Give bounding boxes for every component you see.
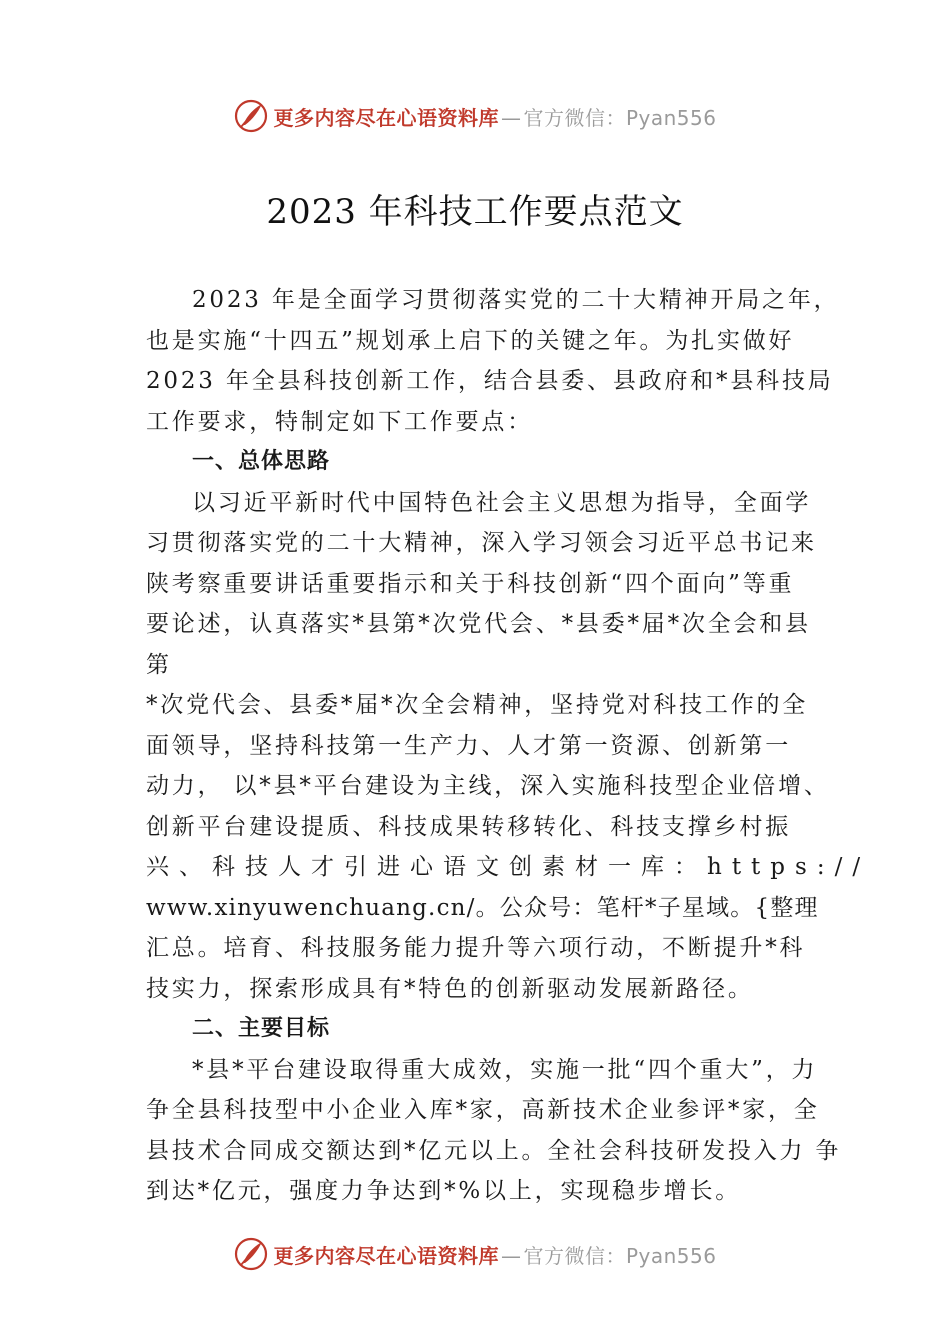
body-line: 汇总。培育、科技服务能力提升等六项行动，不断提升*科 — [146, 935, 806, 961]
body-line: 2023 年全县科技创新工作，结合县委、县政府和*县科技局 — [146, 368, 834, 394]
body-line: www.xinyuwenchuang.cn/。公众号：笔杆*子星域。{整理 — [146, 894, 819, 921]
body-line: 2023 年是全面学习贯彻落实党的二十大精神开局之年， — [192, 287, 840, 313]
watermark-banner-bottom — [0, 1234, 950, 1274]
body-line: *次党代会、县委*届*次全会精神，坚持党对科技工作的全 — [146, 692, 809, 718]
body-line: 争全县科技型中小企业入库*家，高新技术企业参评*家，全 — [146, 1097, 820, 1123]
body-line: 创新平台建设提质、科技成果转移转化、科技支撑乡村振 — [146, 813, 791, 840]
watermark-grey-text: 官方微信：Pyan556 — [523, 105, 717, 130]
watermark-text — [273, 1240, 716, 1269]
body-line: 技实力，探索形成具有*特色的创新驱动发展新路径。 — [146, 975, 754, 1002]
watermark-banner-top — [0, 96, 950, 136]
body-line: 兴、科技人才引进心语文创素材一库：https:// — [146, 854, 871, 880]
body-line: 面领导，坚持科技第一生产力、人才第一资源、创新第一 — [146, 732, 791, 759]
watermark-red-text: 更多内容尽在心语资料库 — [273, 1243, 499, 1268]
document-title: 2023 年科技工作要点范文 — [266, 192, 684, 232]
body-line: 习贯彻落实党的二十大精神，深入学习领会习近平总书记来 — [146, 530, 817, 556]
body-line: 要论述，认真落实*县第*次党代会、*县委*届*次全会和县 — [146, 611, 811, 637]
body-line: 以习近平新时代中国特色社会主义思想为指导，全面学 — [192, 489, 812, 516]
watermark-separator: — — [500, 1243, 522, 1268]
quill-logo-icon — [233, 98, 269, 134]
body-line: 陕考察重要讲话重要指示和关于科技创新“四个面向”等重 — [146, 570, 795, 597]
body-line: 第 — [146, 651, 172, 678]
watermark-red-text: 更多内容尽在心语资料库 — [273, 105, 499, 130]
watermark-text — [273, 102, 716, 131]
document-body — [146, 280, 871, 1212]
watermark-separator: — — [500, 105, 522, 130]
body-line: 县技术合同成交额达到*亿元以上。全社会科技研发投入力 争 — [146, 1137, 842, 1164]
body-line: 到达*亿元，强度力争达到*%以上，实现稳步增长。 — [146, 1178, 742, 1204]
body-line: 工作要求，特制定如下工作要点： — [146, 408, 533, 435]
body-line: 也是实施“十四五”规划承上启下的关键之年。为扎实做好 — [146, 327, 795, 354]
body-line: *县*平台建设取得重大成效，实施一批“四个重大”，力 — [192, 1056, 818, 1083]
body-line: 动力， 以*县*平台建设为主线，深入实施科技型企业倍增、 — [146, 773, 830, 799]
watermark-grey-text: 官方微信：Pyan556 — [523, 1243, 717, 1268]
section-heading: 一、总体思路 — [192, 449, 331, 474]
quill-logo-icon — [233, 1236, 269, 1272]
section-heading: 二、主要目标 — [192, 1016, 331, 1041]
